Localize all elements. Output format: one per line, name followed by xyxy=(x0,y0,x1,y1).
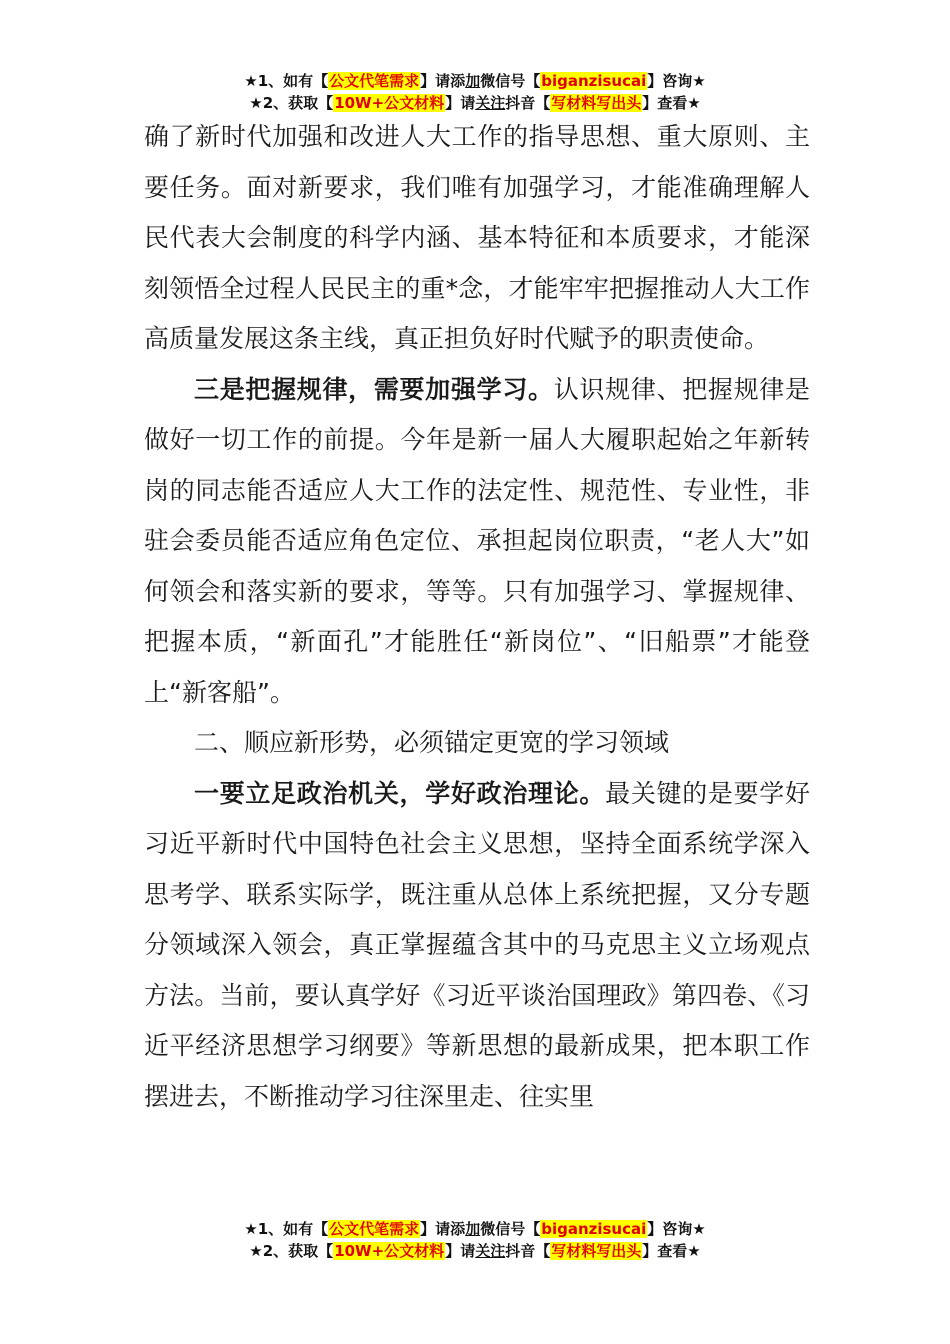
banner-text: 】查看★ xyxy=(642,94,701,112)
banner-text: 】查看★ xyxy=(642,1242,701,1260)
banner-text: ★1、如有【 xyxy=(244,1220,329,1238)
banner-line-2 xyxy=(0,1240,950,1262)
banner-highlight: 公文代笔需求 xyxy=(329,1220,420,1238)
point-heading: 三是把握规律，需要加强学习。 xyxy=(194,374,554,404)
banner-highlight: biganzisucai xyxy=(541,72,647,90)
banner-line-1 xyxy=(0,1218,950,1240)
banner-text: 】请添 xyxy=(420,72,466,90)
paragraph-continued: 确了新时代加强和改进人大工作的指导思想、重大原则、主要任务。面对新要求，我们唯有加强学习，才能准确理解人民代表大会制度的科学内涵、基本特征和本质要求，才能深刻领悟全过程人民民主的重*念，才能牢牢把握推动人大工作高质量发展这条主线，真正担负好时代赋予的职责使命。 xyxy=(144,122,810,353)
banner-text: 】请添 xyxy=(420,1220,466,1238)
banner-highlight: 10W+公文材料 xyxy=(334,94,445,112)
banner-text: 】咨询★ xyxy=(647,1220,706,1238)
banner-text: 】咨询★ xyxy=(647,72,706,90)
footer-banner xyxy=(0,1218,950,1262)
banner-highlight: 写材料写出头 xyxy=(551,1242,642,1260)
banner-text: 】请 xyxy=(445,94,476,112)
banner-text: ★1、如有【 xyxy=(244,72,329,90)
point-heading: 一要立足政治机关，学好政治理论。 xyxy=(194,778,606,808)
banner-text: ★2、获取【 xyxy=(249,94,334,112)
banner-line-2 xyxy=(0,92,950,114)
banner-highlight: 写材料写出头 xyxy=(551,94,642,112)
banner-highlight: 10W+公文材料 xyxy=(334,1242,445,1260)
banner-text: 抖音【 xyxy=(505,1242,551,1260)
document-body xyxy=(144,112,810,1122)
paragraph-text: 认识规律、把握规律是做好一切工作的前提。今年是新一届人大履职起始之年新转岗的同志能否适应人大工作的法定性、规范性、专业性，非驻会委员能否适应角色定位、承担起岗位职责，“老人大”如何领会和落实新的要求，等等。只有加强学习、掌握规律、把握本质，“新面孔”才能胜任“新岗位”、“旧船票”才能登上“新客船”。 xyxy=(144,374,810,707)
banner-highlight: biganzisucai xyxy=(541,1220,647,1238)
section-heading: 二、顺应新形势，必须锚定更宽的学习领域 xyxy=(194,728,670,757)
banner-underlined-text: 加 xyxy=(465,1220,481,1238)
banner-line-1 xyxy=(0,70,950,92)
banner-text: 抖音【 xyxy=(505,94,551,112)
banner-text: 】请 xyxy=(445,1242,476,1260)
banner-underlined-text: 关注 xyxy=(475,94,506,112)
banner-underlined-text: 加 xyxy=(465,72,481,90)
banner-text: 微信号【 xyxy=(480,1220,541,1238)
banner-highlight: 公文代笔需求 xyxy=(329,72,420,90)
header-banner xyxy=(0,70,950,114)
paragraph-point-one xyxy=(144,769,810,1123)
banner-underlined-text: 关注 xyxy=(475,1242,506,1260)
banner-text: ★2、获取【 xyxy=(249,1242,334,1260)
paragraph-point-three xyxy=(144,365,810,719)
paragraph-text: 最关键的是要学好习近平新时代中国特色社会主义思想，坚持全面系统学深入思考学、联系实际学，既注重从总体上系统把握，又分专题分领域深入领会，真正掌握蕴含其中的马克思主义立场观点方法。当前，要认真学好《习近平谈治国理政》第四卷、《习近平经济思想学习纲要》等新思想的最新成果，把本职工作摆进去，不断推动学习往深里走、往实里 xyxy=(144,778,810,1111)
banner-text: 微信号【 xyxy=(480,72,541,90)
